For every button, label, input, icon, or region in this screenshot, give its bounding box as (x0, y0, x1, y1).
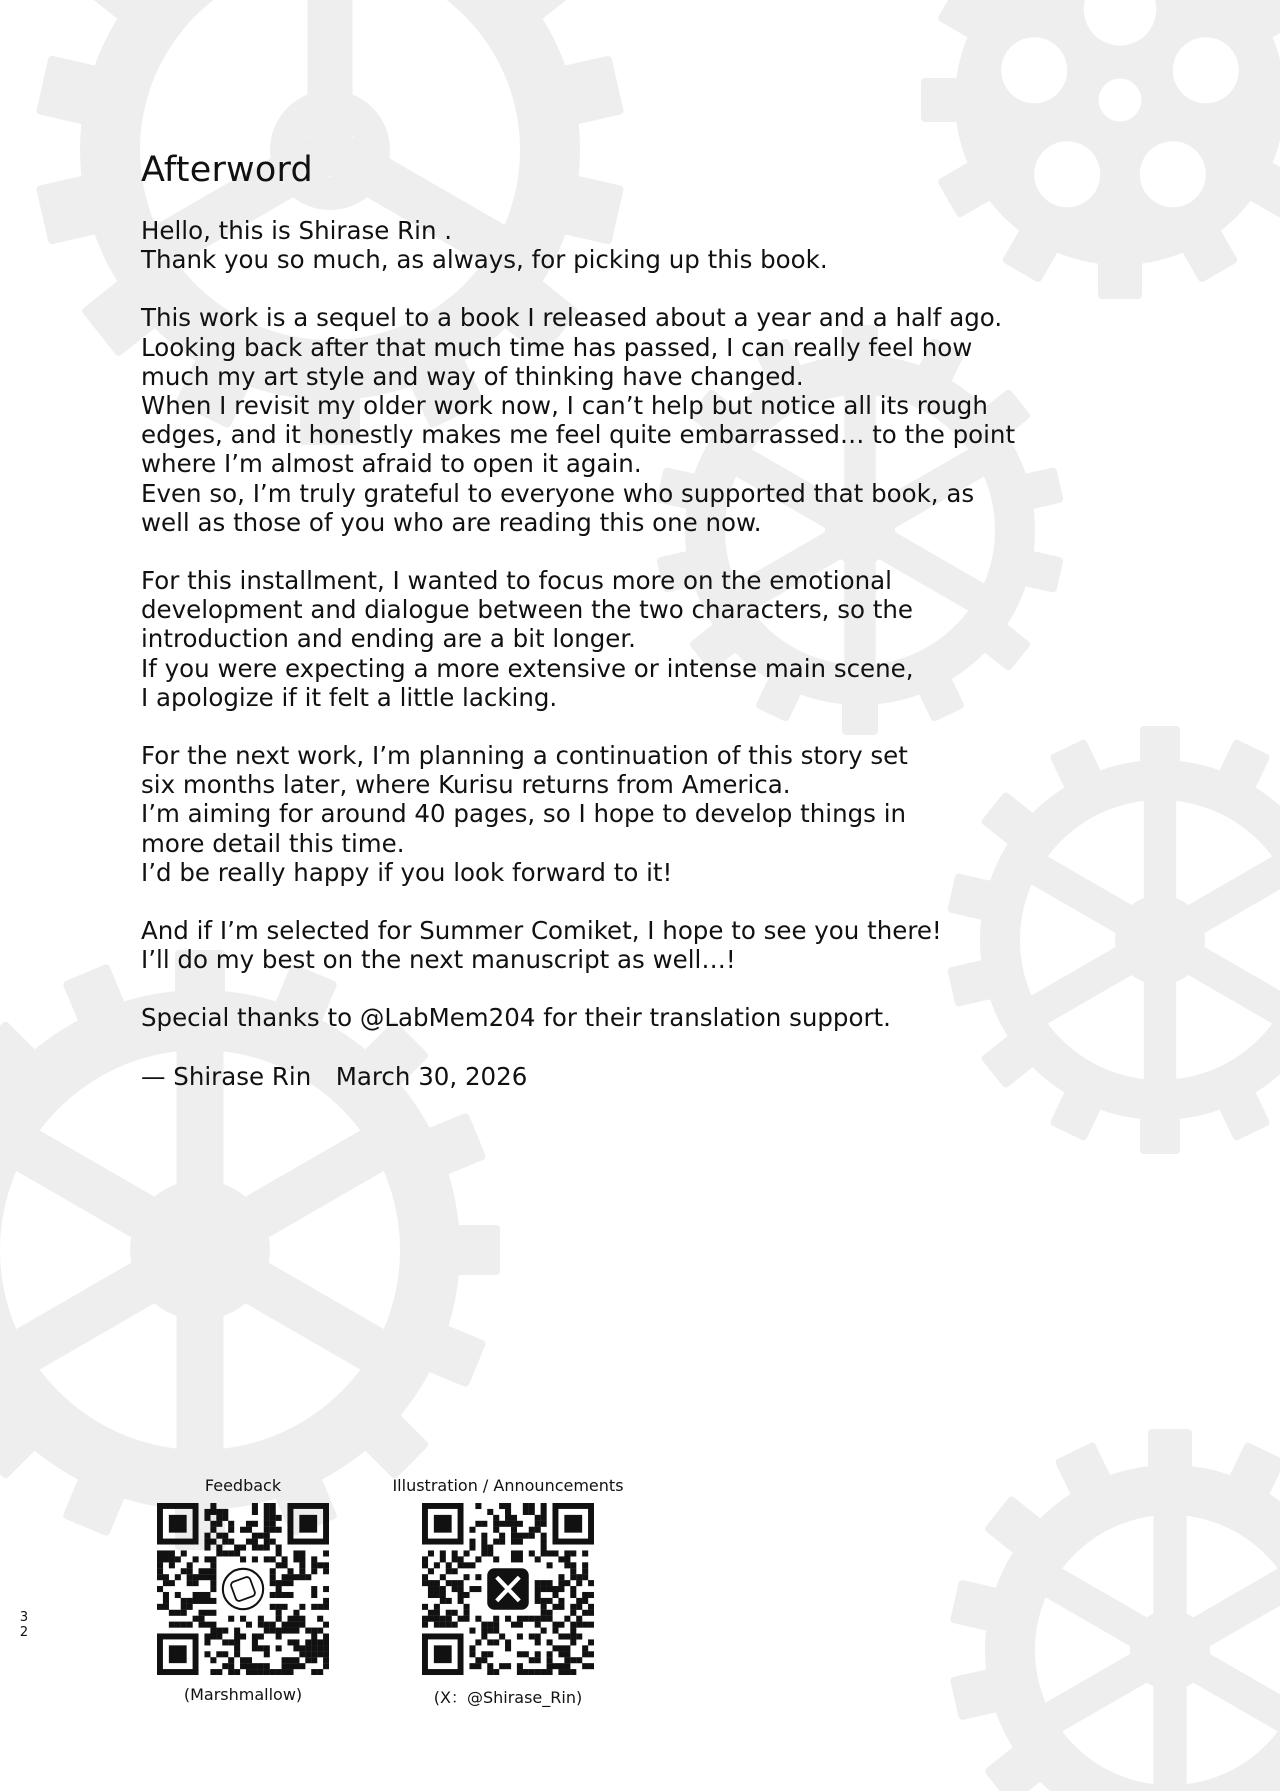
text-line: development and dialogue between the two characters, so the (141, 595, 913, 625)
paragraph (141, 216, 1141, 274)
qr-code-social[interactable] (422, 1503, 594, 1675)
text-line: Even so, I’m truly grateful to everyone who supported that book, as (141, 478, 975, 508)
text-line: where I’m almost afraid to open it again. (141, 449, 642, 479)
text-line: I’ll do my best on the next manuscript as well…! (141, 945, 736, 975)
text-line: Looking back after that much time has passed, I can really feel how (141, 332, 973, 362)
paragraph (141, 741, 1141, 887)
text-line: When I revisit my older work now, I can’t help but notice all its rough (141, 391, 988, 421)
qr-social-caption: (X：@Shirase_Rin) (433, 1688, 583, 1707)
x-logo-icon (487, 1568, 529, 1610)
page-number (19, 1610, 29, 1640)
text-line: And if I’m selected for Summer Comiket, I hope to see you there! (141, 916, 942, 946)
marshmallow-icon (223, 1569, 263, 1609)
text-line: much my art style and way of thinking have changed. (141, 361, 804, 391)
text-line: Hello, this is Shirase Rin . (141, 216, 453, 245)
text-line: If you were expecting a more extensive or intense main scene, (141, 653, 914, 683)
text-line: For the next work, I’m planning a continuation of this story set (141, 741, 908, 771)
qr-social-block (378, 1476, 638, 1708)
text-line: well as those of you who are reading this one now. (141, 507, 762, 537)
qr-feedback-label: Feedback (204, 1476, 282, 1495)
text-line: I’m aiming for around 40 pages, so I hope to develop things in (141, 799, 907, 829)
text-line: For this installment, I wanted to focus more on the emotional (141, 566, 892, 596)
afterword-text (141, 216, 1141, 1091)
text-line: This work is a sequel to a book I released about a year and a half ago. (141, 303, 1003, 333)
text-line: introduction and ending are a bit longer. (141, 624, 636, 654)
text-line: more detail this time. (141, 828, 405, 858)
gear-shape (950, 1429, 1280, 1791)
page-number-digit: 2 (19, 1625, 29, 1640)
text-line: Special thanks to @LabMem204 for their translation support. (141, 1003, 891, 1033)
paragraph (141, 303, 1141, 537)
qr-social-label: Illustration / Announcements (392, 1476, 624, 1495)
page-title: Afterword (141, 150, 313, 190)
qr-feedback-caption: (Marshmallow) (183, 1685, 303, 1704)
paragraph (141, 916, 1141, 974)
text-line: edges, and it honestly makes me feel quite embarrassed… to the point (141, 420, 1016, 450)
qr-code-feedback[interactable] (157, 1503, 329, 1675)
qr-feedback-block (150, 1476, 336, 1704)
paragraph (141, 566, 1141, 712)
text-line: I apologize if it felt a little lacking. (141, 682, 558, 712)
text-line: — Shirase Rin March 30, 2026 (141, 1061, 528, 1091)
paragraph (141, 1062, 1141, 1091)
afterword-body (141, 150, 1141, 1120)
text-line: I’d be really happy if you look forward to it! (141, 857, 673, 887)
paragraph (141, 1003, 1141, 1032)
text-line: six months later, where Kurisu returns from America. (141, 770, 791, 800)
text-line: Thank you so much, as always, for picking up this book. (141, 245, 828, 275)
page-number-digit: 3 (19, 1610, 29, 1625)
